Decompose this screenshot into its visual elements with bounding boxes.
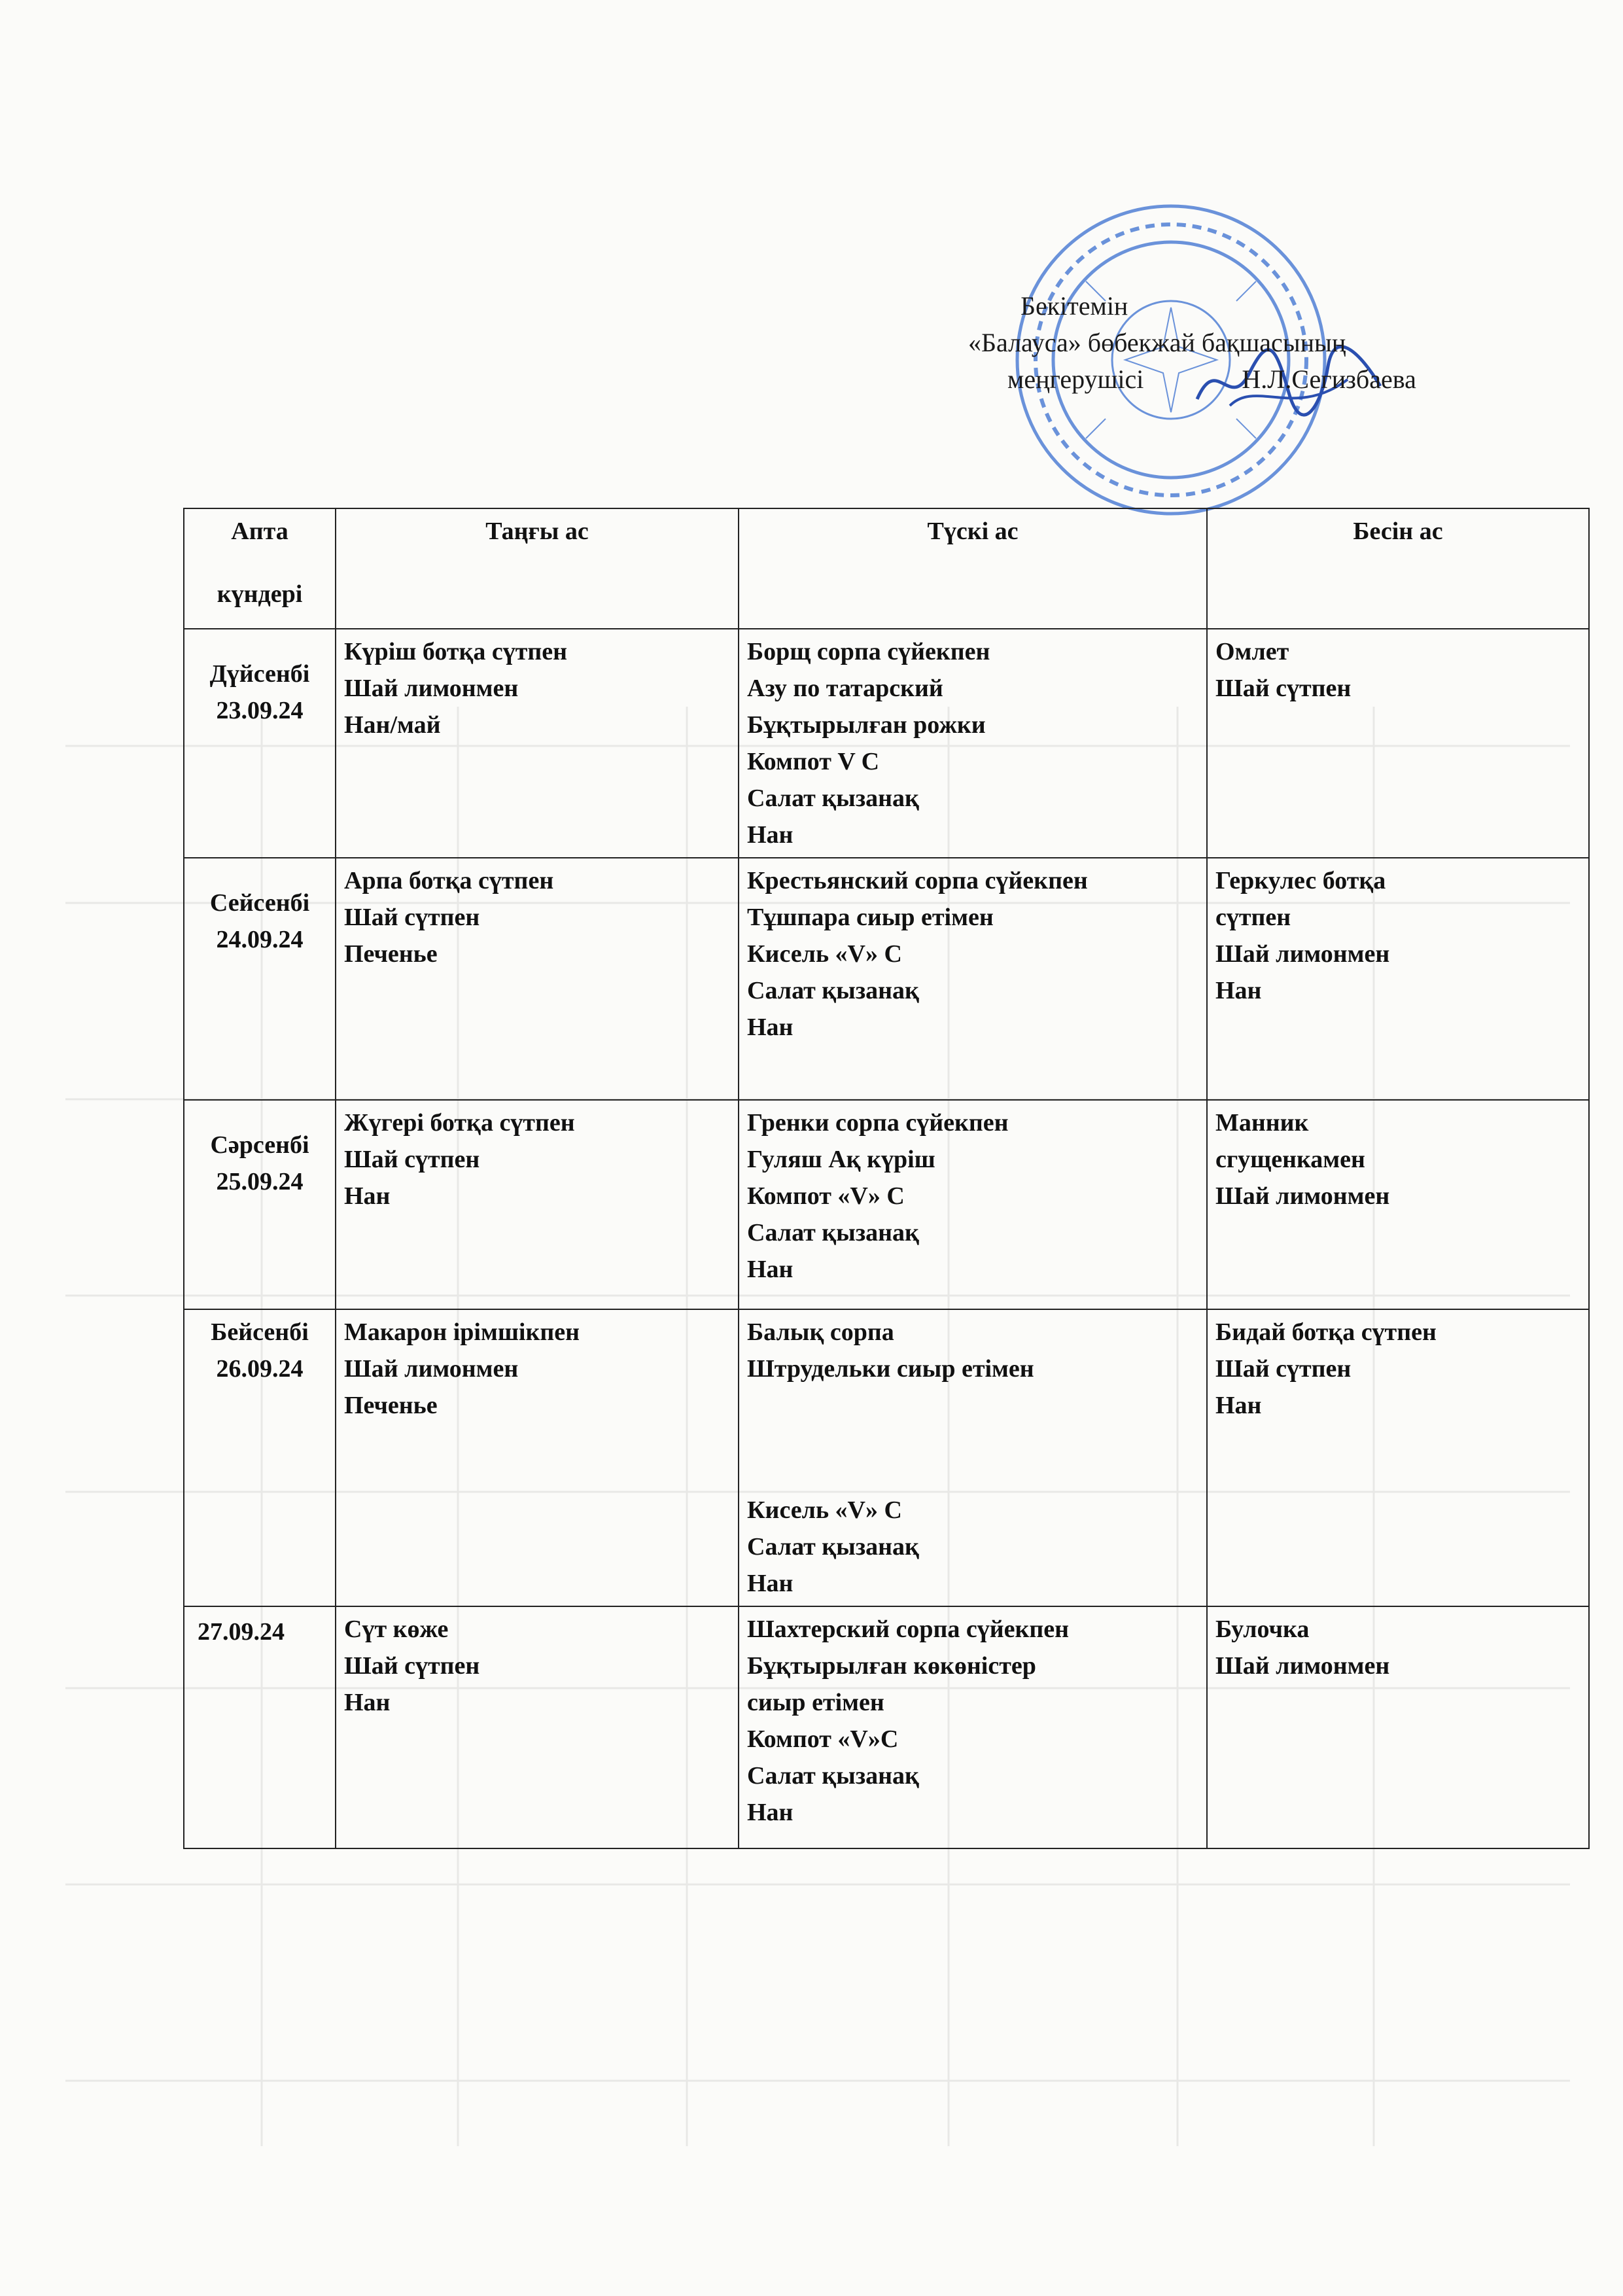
table-row <box>184 1606 1589 1848</box>
weekday-cell: Сәрсенбі 25.09.24 <box>184 1100 336 1309</box>
lunch-cell: Шахтерский сорпа сүйекпен Бұқтырылған көкөністер сиыр етімен Компот «V»C Салат қызанақ Нан <box>739 1606 1207 1848</box>
snack-cell: Манник сгущенкамен Шай лимонмен <box>1207 1100 1589 1309</box>
approval-signatory <box>968 361 1557 398</box>
snack-cell: Булочка Шай лимонмен <box>1207 1606 1589 1848</box>
weekday-cell: 27.09.24 <box>184 1606 336 1848</box>
weekday-cell: Сейсенбі 24.09.24 <box>184 858 336 1100</box>
snack-cell: Омлет Шай сүтпен <box>1207 629 1589 858</box>
weekly-menu-table <box>183 508 1590 1849</box>
header-snack: Бесін ас <box>1207 508 1589 629</box>
spacer <box>747 1387 1198 1492</box>
header-row <box>184 508 1589 629</box>
snack-cell: Бидай ботқа сүтпен Шай сүтпен Нан <box>1207 1309 1589 1606</box>
lunch-cell: Борщ сорпа сүйекпен Азу по татарский Бұқтырылған рожки Компот V C Салат қызанақ Нан <box>739 629 1207 858</box>
header-breakfast: Таңғы ас <box>336 508 739 629</box>
lunch-cell: Балық сорпа Штрудельки сиыр етімен Кисель «V» C Салат қызанақ Нан <box>739 1309 1207 1606</box>
breakfast-cell: Арпа ботқа сүтпен Шай сүтпен Печенье <box>336 858 739 1100</box>
header-lunch: Түскі ас <box>739 508 1207 629</box>
breakfast-cell: Макарон ірімшікпен Шай лимонмен Печенье <box>336 1309 739 1606</box>
header-weekday: Апта күндері <box>184 508 336 629</box>
breakfast-cell: Жүгері ботқа сүтпен Шай сүтпен Нан <box>336 1100 739 1309</box>
weekday-cell: Дүйсенбі 23.09.24 <box>184 629 336 858</box>
table-row <box>184 1309 1589 1606</box>
approval-title: Бекітемін <box>1021 291 1128 321</box>
approval-institution: «Балауса» бөбекжай бақшасының <box>968 328 1346 357</box>
lunch-cell: Крестьянский сорпа сүйекпен Тұшпара сиыр етімен Кисель «V» C Салат қызанақ Нан <box>739 858 1207 1100</box>
breakfast-cell: Сүт көже Шай сүтпен Нан <box>336 1606 739 1848</box>
table-row <box>184 629 1589 858</box>
weekday-cell: Бейсенбі 26.09.24 <box>184 1309 336 1606</box>
table-row <box>184 1100 1589 1309</box>
lunch-cell: Гренки сорпа сүйекпен Гуляш Ақ күріш Компот «V» C Салат қызанақ Нан <box>739 1100 1207 1309</box>
approval-role: меңгерушісі <box>1007 364 1144 394</box>
approval-name: Н.Л.Сегизбаева <box>1242 364 1416 394</box>
breakfast-cell: Күріш ботқа сүтпен Шай лимонмен Нан/май <box>336 629 739 858</box>
table-row <box>184 858 1589 1100</box>
snack-cell: Геркулес ботқа сүтпен Шай лимонмен Нан <box>1207 858 1589 1100</box>
approval-block <box>968 288 1557 398</box>
